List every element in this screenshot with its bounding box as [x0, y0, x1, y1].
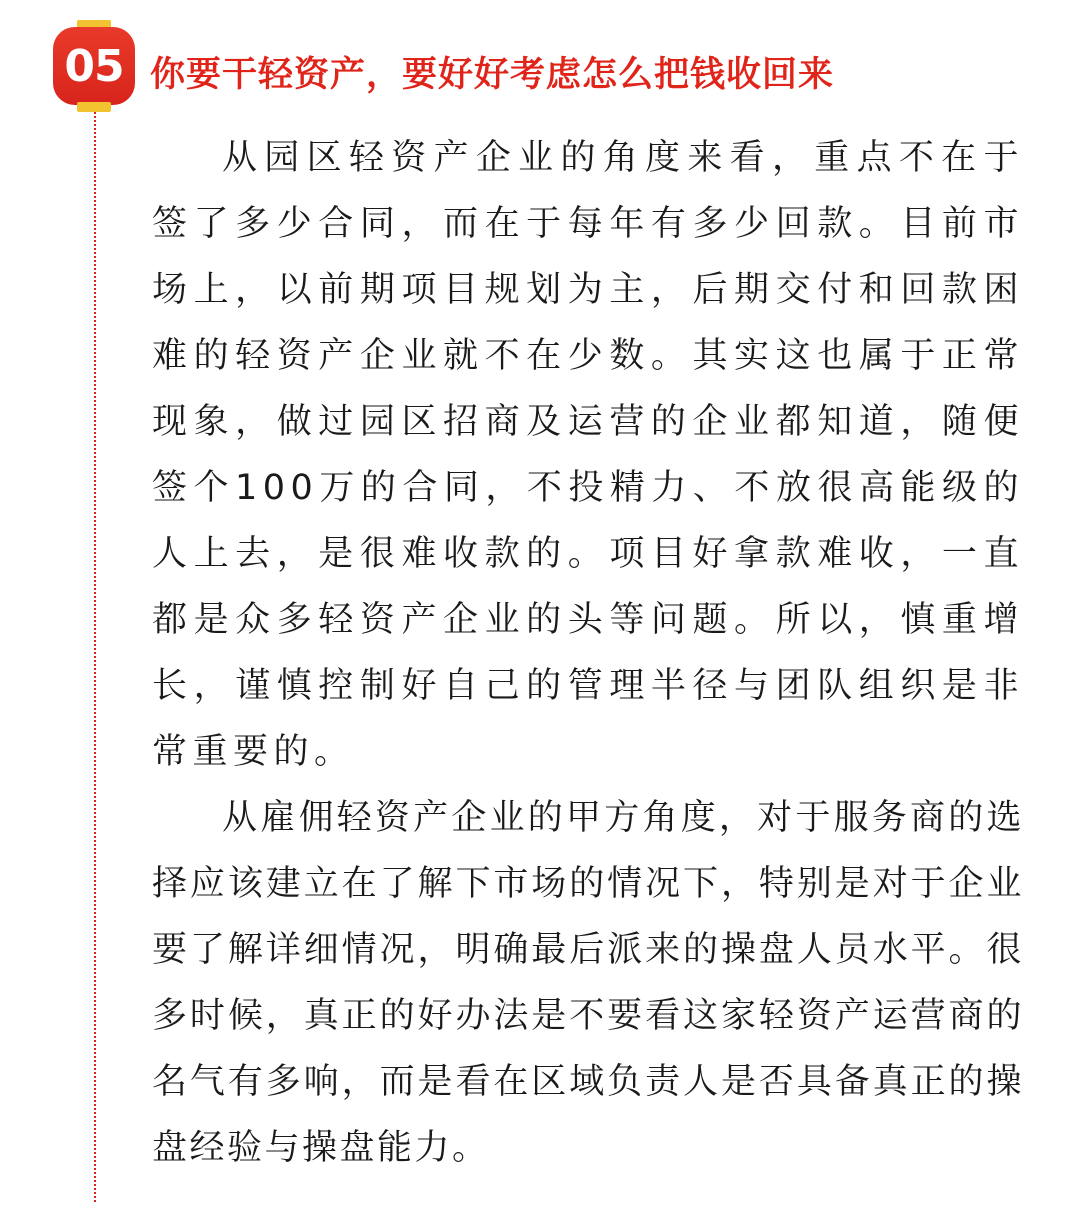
section-number: 05 — [64, 40, 124, 92]
badge-bottom-cap — [77, 102, 111, 112]
article-body — [152, 125, 1024, 1181]
section-number-badge — [53, 20, 135, 110]
badge-body — [53, 27, 135, 105]
dotted-divider — [94, 112, 96, 1202]
paragraph-1: 从园区轻资产企业的角度来看，重点不在于签了多少合同，而在于每年有多少回款。目前市场上，以前期项目规划为主，后期交付和回款困难的轻资产企业就不在少数。其实这也属于正常现象，做过园区招商及运营的企业都知道，随便签个100万的合同，不投精力、不放很高能级的人上去，是很难收款的。项目好拿款难收，一直都是众多轻资产企业的头等问题。所以，慎重增长，谨慎控制好自己的管理半径与团队组织是非常重要的。 — [152, 138, 1024, 772]
section-title: 你要干轻资产，要好好考虑怎么把钱收回来 — [150, 55, 835, 95]
paragraph-2: 从雇佣轻资产企业的甲方角度，对于服务商的选择应该建立在了解下市场的情况下，特别是对于企业要了解详细情况，明确最后派来的操盘人员水平。很多时候，真正的好办法是不要看这家轻资产运营商的名气有多响，而是看在区域负责人是否具备真正的操盘经验与操盘能力。 — [152, 798, 1024, 1168]
